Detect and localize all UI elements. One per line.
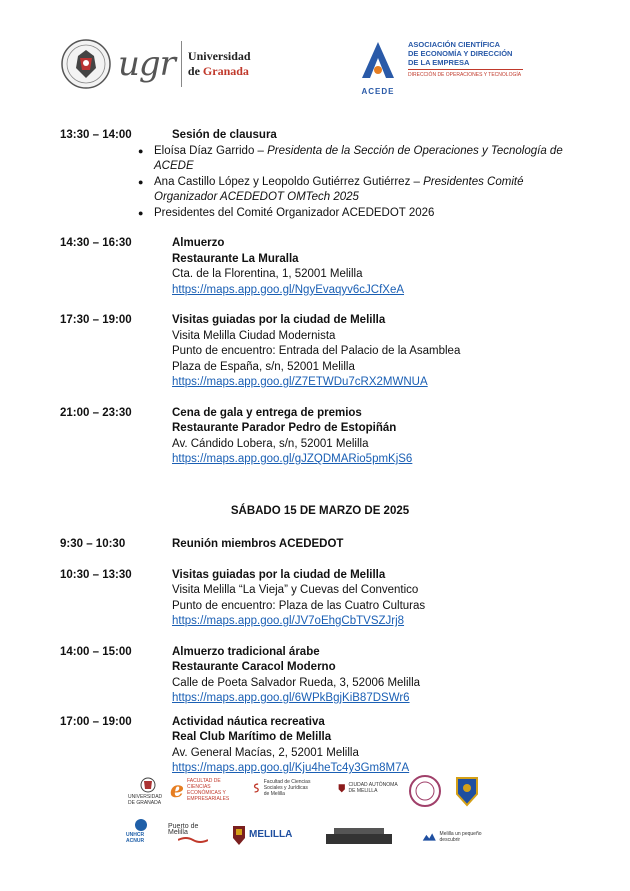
port-icon: [178, 836, 208, 844]
item-address: Av. General Macías, 2, 52001 Melilla: [172, 746, 359, 759]
item-line: Visita Melilla Ciudad Modernista: [172, 329, 336, 342]
building-icon: [324, 826, 394, 846]
list-item: [138, 144, 580, 175]
unhcr-icon: [133, 818, 149, 832]
ugr-name: [188, 49, 251, 79]
schedule-item-meeting: [60, 537, 580, 553]
item-detail: [172, 313, 580, 391]
schedule-item-guided-tour-2: [60, 568, 580, 630]
acede-text: [408, 40, 523, 94]
faculty-social-sciences-icon: [252, 776, 261, 800]
item-detail: [172, 715, 580, 777]
item-detail: [172, 537, 580, 553]
item-title: Visitas guiadas por la ciudad de Melilla: [172, 314, 386, 326]
logo-unhcr: [126, 818, 156, 844]
sponsor-logos: [120, 774, 520, 864]
ugr-wordmark: ugr: [118, 44, 175, 84]
schedule-item-guided-tour: [60, 313, 580, 391]
item-detail: [172, 645, 580, 707]
logo-melilla-tourism: [422, 830, 486, 844]
acede-label: ACEDE: [361, 87, 395, 96]
item-line: Punto de encuentro: Plaza de las Cuatro Culturas: [172, 599, 426, 612]
schedule-item-nautical: [60, 715, 580, 777]
item-time: 10:30 – 13:30: [60, 568, 132, 581]
logo-economics: [170, 778, 242, 802]
melilla-tourism-icon: [422, 830, 437, 844]
logo-text: Melilla un pequeño descubrir: [439, 831, 482, 843]
item-address: Plaza de España, s/n, 52001 Melilla: [172, 360, 355, 373]
item-address: Av. Cándido Lobera, s/n, 52001 Melilla: [172, 437, 369, 450]
map-link[interactable]: https://maps.app.goo.gl/Kju4heTc4y3Gm8M7A: [172, 762, 410, 774]
item-venue: Restaurante Caracol Moderno: [172, 661, 336, 673]
ugr-name-de: de: [187, 64, 203, 78]
item-line: Punto de encuentro: Entrada del Palacio de la Asamblea: [172, 345, 461, 357]
logo-text: FACULTAD DE CIENCIAS ECONÓMICAS Y EMPRESARIALES: [187, 778, 230, 802]
page-header: [0, 36, 630, 96]
item-title: Almuerzo tradicional árabe: [172, 645, 320, 658]
logo-text: UNIVERSIDAD DE GRANADA: [128, 794, 163, 806]
item-title: Almuerzo: [172, 237, 225, 249]
item-time: 17:00 – 19:00: [60, 715, 132, 728]
item-line: Visita Melilla “La Vieja” y Cuevas del Conventico: [172, 584, 419, 596]
logo-melilla-city: [338, 780, 398, 796]
acede-mark: [354, 40, 402, 94]
item-address: Calle de Poeta Salvador Rueda, 3, 52006 Melilla: [172, 676, 421, 689]
item-time: 17:30 – 19:00: [60, 314, 132, 326]
acede-subtitle: DIRECCIÓN DE OPERACIONES Y TECNOLOGÍA: [408, 69, 523, 80]
logo-text: Facultad de Ciencias Sociales y Jurídicas de Melilla: [263, 779, 311, 797]
logo-melilla: [232, 824, 302, 846]
acede-logo: [354, 40, 523, 94]
shield-icon: [454, 774, 480, 808]
item-time: 9:30 – 10:30: [60, 538, 126, 550]
date-heading: SÁBADO 15 DE MARZO DE 2025: [230, 504, 410, 517]
item-title: Visitas guiadas por la ciudad de Melilla: [172, 568, 386, 581]
logo-text: CIUDAD AUTÓNOMA DE MELILLA: [348, 782, 398, 794]
map-link[interactable]: https://maps.app.goo.gl/Z7ETWDu7cRX2MWNUA: [172, 376, 428, 388]
logo-shield: [454, 774, 480, 808]
speaker-name: Presidentes del Comité Organizador ACEDEDOT 2026: [154, 206, 435, 219]
logo-round-seal: [408, 774, 442, 808]
item-title: Actividad náutica recreativa: [172, 715, 325, 728]
schedule-item-closing: [60, 128, 580, 221]
item-venue: Restaurante La Muralla: [172, 252, 299, 265]
faculty-economics-icon: e: [170, 777, 184, 803]
acede-triangle-icon: [358, 40, 398, 82]
logo-social-sciences: [252, 776, 314, 800]
acede-line3: DE LA EMPRESA: [408, 58, 470, 67]
list-item: [138, 175, 580, 206]
logo-building: [324, 826, 394, 846]
melilla-crest-icon: [232, 824, 246, 846]
item-time: 14:00 – 15:00: [60, 645, 132, 658]
item-title: Cena de gala y entrega de premios: [172, 406, 362, 419]
item-time: 13:30 – 14:00: [60, 129, 132, 141]
item-detail: [172, 236, 580, 298]
logo-port: [168, 824, 218, 844]
item-detail: [172, 568, 580, 630]
list-item: [138, 206, 580, 222]
logo-ugr: [128, 776, 168, 806]
item-venue: Restaurante Parador Pedro de Estopiñán: [172, 422, 397, 434]
logo-text: MELILLA: [249, 829, 293, 840]
item-detail: [172, 406, 580, 468]
item-detail: [154, 128, 580, 221]
map-link[interactable]: https://maps.app.goo.gl/NgyEvaqyv6cJCfXeA: [172, 283, 405, 296]
speaker-role: Presidentes Comité Organizador ACEDEDOT OMTech 2025: [154, 175, 524, 203]
schedule-item-arab-lunch: [60, 645, 580, 707]
melilla-city-icon: [338, 780, 346, 796]
speaker-role: Presidenta de la Sección de Operaciones y Tecnología de ACEDE: [154, 144, 563, 172]
speaker-name: Eloísa Díaz Garrido –: [154, 144, 268, 157]
ugr-name-line2: [188, 64, 251, 79]
map-link[interactable]: https://maps.app.goo.gl/JV7oEhgCbTVSZJrj8: [172, 615, 405, 627]
university-crest-icon: [60, 38, 112, 90]
item-title: Sesión de clausura: [172, 129, 277, 141]
ugr-logo: [60, 38, 251, 90]
round-seal-icon: [408, 774, 442, 808]
schedule-item-gala-dinner: [60, 406, 580, 468]
map-link[interactable]: https://maps.app.goo.gl/6WPkBgjKiB87DSWr6: [172, 692, 410, 704]
closing-speakers-list: [154, 144, 580, 222]
item-time: 21:00 – 23:30: [60, 406, 132, 419]
acede-line2: DE ECONOMÍA Y DIRECCIÓN: [408, 49, 513, 58]
ugr-name-granada: Granada: [202, 64, 249, 78]
schedule-item-lunch: [60, 236, 580, 298]
ugr-name-line1: Universidad: [187, 49, 251, 63]
speaker-name: Ana Castillo López y Leopoldo Gutiérrez Gutiérrez –: [154, 175, 424, 188]
map-link[interactable]: https://maps.app.goo.gl/gJZQDMARio5pmKjS6: [172, 453, 413, 465]
logo-text: Puerto de Melilla: [168, 823, 199, 836]
acede-line1: ASOCIACIÓN CIENTÍFICA: [408, 40, 501, 49]
logo-text: UNHCR ACNUR: [126, 832, 145, 844]
ugr-separator: [181, 41, 182, 87]
item-venue: Real Club Marítimo de Melilla: [172, 731, 332, 743]
item-address: Cta. de la Florentina, 1, 52001 Melilla: [172, 268, 363, 280]
university-crest-icon: [140, 776, 156, 794]
item-time: 14:30 – 16:30: [60, 237, 132, 249]
item-title: Reunión miembros ACEDEDOT: [172, 538, 344, 550]
